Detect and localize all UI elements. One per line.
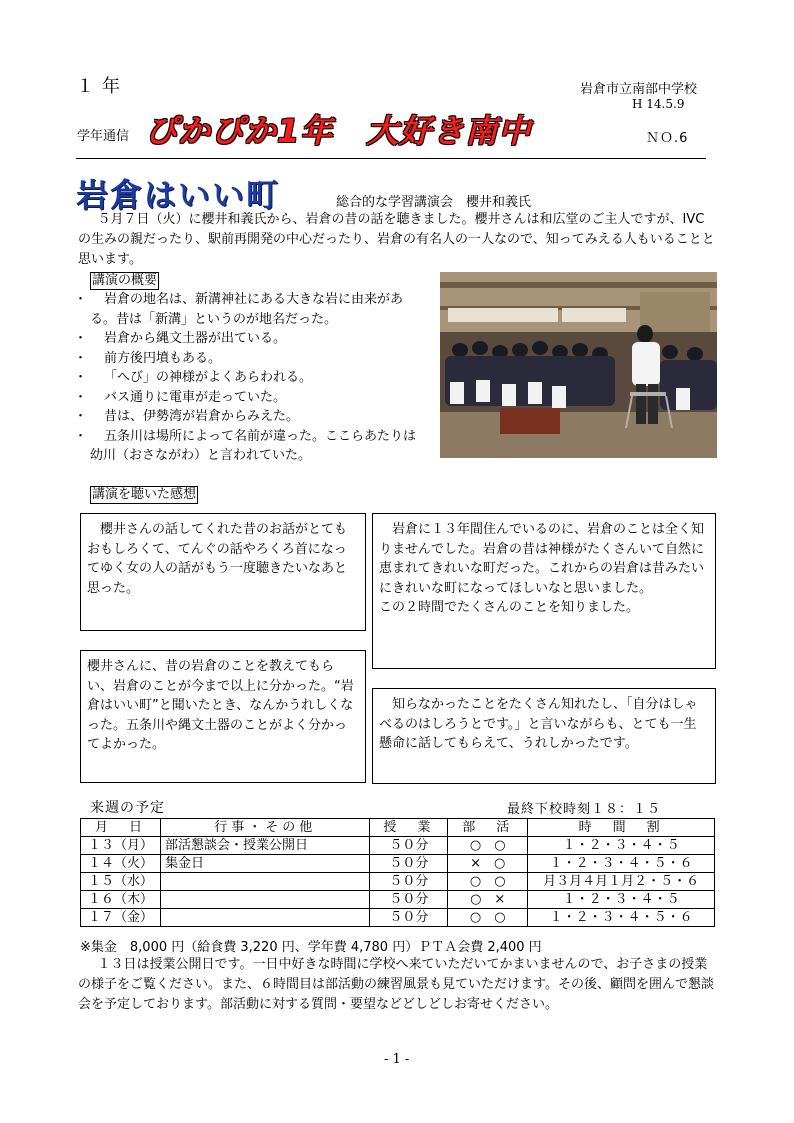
cell-club: ○ × — [448, 891, 528, 909]
cell-class-length: ５０分 — [370, 855, 448, 873]
cell-club: × ○ — [448, 855, 528, 873]
impression-box: 知らなかったことをたくさん知れたし、「自分はしゃべるのはしろうとです。」と言いながらも、とても一生懸命に話してもらえて、うれしかったです。 — [372, 688, 716, 784]
cell-date: １７（金） — [81, 909, 161, 927]
impression-box: 櫻井さんの話してくれた昔のお話がとてもおもしろくて、てんぐの話やろくろ首になってゆく女の人の話がもう一度聴きたいなあと思った。 — [80, 513, 366, 631]
list-item: ・ 岩倉の地名は、新溝神社にある大きな岩に由来がある。昔は「新溝」というのが地名だった。 — [76, 290, 426, 329]
table-row — [81, 873, 715, 891]
column-header: 行事・その他 — [160, 819, 370, 837]
table-row — [81, 837, 715, 855]
cell-club: ○ ○ — [448, 909, 528, 927]
cell-class-length: ５０分 — [370, 891, 448, 909]
cell-event — [160, 891, 370, 909]
article-headline: 岩倉はいい町 — [76, 176, 281, 214]
list-item: ・ 前方後円墳もある。 — [76, 349, 426, 369]
lecture-photo-image — [440, 272, 717, 458]
table-row — [81, 855, 715, 873]
cell-date: １３（月） — [81, 837, 161, 855]
schedule-table — [80, 818, 715, 927]
cell-club: ○ ○ — [448, 837, 528, 855]
table-row — [81, 891, 715, 909]
cell-timetable: 月３月４月１月２・５・６ — [528, 873, 715, 891]
open-day-note: １３日は授業公開日です。一日中好きな時間に学校へ来ていただいてかまいませんので、お子さまの授業の様子をご覧ください。また、６時間目は部活動の練習風景も見ていただけます。その後、顧問を囲んで懇談会を予定しております。部活動に対する質問・要望などどしどしお寄せください。 — [78, 957, 714, 1012]
impressions-section-label: 講演を聴いた感想 — [92, 487, 197, 502]
table-row — [81, 909, 715, 927]
cell-timetable: １・２・３・４・５ — [528, 891, 715, 909]
list-item: ・ バス通りに電車が走っていた。 — [76, 388, 426, 408]
column-header: 時 間 割 — [528, 819, 715, 837]
schedule-section-label: 来週の予定 — [90, 800, 165, 816]
grade-label: １年 — [76, 76, 128, 97]
cell-timetable: １・２・３・４・５・６ — [528, 909, 715, 927]
school-name: 岩倉市立南部中学校 — [580, 82, 698, 97]
column-header: 部 活 — [448, 819, 528, 837]
cell-class-length: ５０分 — [370, 909, 448, 927]
issue-date: H 14.5.9 — [632, 97, 685, 111]
header-divider — [76, 158, 706, 159]
cell-class-length: ５０分 — [370, 837, 448, 855]
summary-section-label: 講演の概要 — [92, 273, 158, 288]
cell-class-length: ５０分 — [370, 873, 448, 891]
article-subhead: 総合的な学習講演会 櫻井和義氏 — [336, 195, 532, 210]
cell-timetable: １・２・３・４・５ — [528, 837, 715, 855]
table-header-row — [81, 819, 715, 837]
cell-event: 集金日 — [160, 855, 370, 873]
column-header: 月 日 — [81, 819, 161, 837]
cell-date: １４（火） — [81, 855, 161, 873]
list-item: ・ 岩倉から縄文土器が出ている。 — [76, 329, 426, 349]
cell-event — [160, 873, 370, 891]
newsletter-title-banner: ぴかぴか1年 大好き南中 — [145, 112, 532, 150]
cell-date: １６（木） — [81, 891, 161, 909]
list-item: ・ 「へび」の神様がよくあらわれる。 — [76, 368, 426, 388]
article-intro: ５月７日（火）に櫻井和義氏から、岩倉の昔の話を聴きました。櫻井さんは和広堂のご主人ですが、IVC の生みの親だったり、駅前再開発の中心だったり、岩倉の有名人の一人なので、知ってみえる人もいることと思います。 — [78, 212, 715, 267]
list-item: ・ 昔は、伊勢湾が岩倉からみえた。 — [76, 407, 426, 427]
cell-event: 部活懇談会・授業公開日 — [160, 837, 370, 855]
summary-list — [76, 290, 426, 466]
cell-date: １５（水） — [81, 873, 161, 891]
impression-box: 櫻井さんに、昔の岩倉のことを教えてもらい、岩倉のことが今まで以上に分かった。“岩倉はいい町”と聞いたとき、なんかうれしくなった。五条川や縄文土器のことがよく分かってよかった。 — [80, 650, 366, 783]
page-number: - 1 - — [384, 1052, 410, 1067]
list-item: ・ 五条川は場所によって名前が違った。ここらあたりは幼川（おさながわ）と言われていた。 — [76, 427, 426, 466]
impression-box: 岩倉に１３年間住んでいるのに、岩倉のことは全く知りませんでした。岩倉の昔は神様がたくさんいて自然に恵まれてきれいな町だった。これからの岩倉は昔みたいにきれいな町になってほしいなと思いました。 この２時間でたくさんのことを知りました。 — [372, 513, 716, 669]
column-header: 授 業 — [370, 819, 448, 837]
last-dismissal-time: 最終下校時刻１８：１５ — [507, 802, 662, 817]
cell-timetable: １・２・３・４・５・６ — [528, 855, 715, 873]
lecture-photo — [440, 272, 717, 458]
newsletter-type-label: 学年通信 — [77, 129, 130, 144]
cell-club: ○ ○ — [448, 873, 528, 891]
fee-notice: ※集金 8,000 円（給食費 3,220 円、学年費 4,780 円）ＰＴＡ会費 2,400 円 — [80, 940, 542, 955]
cell-event — [160, 909, 370, 927]
issue-number: ＮＯ.6 — [646, 131, 689, 146]
